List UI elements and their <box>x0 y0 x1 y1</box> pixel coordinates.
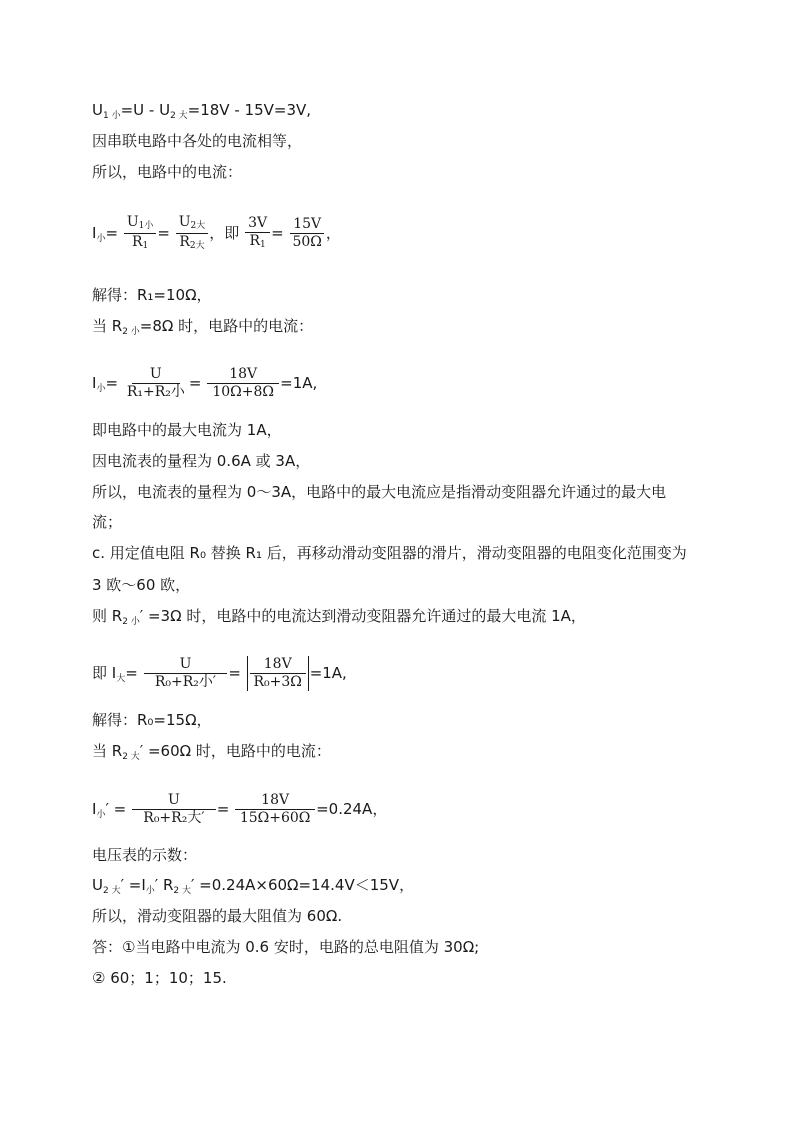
subscript: 2大 <box>189 241 205 251</box>
text: ′ =I <box>120 876 146 894</box>
subscript: 小 <box>96 234 106 244</box>
answer-line: 答：①当电路中电流为 0.6 安时，电路的总电阻值为 30Ω; <box>92 938 480 956</box>
numerator: U <box>178 214 191 230</box>
denominator: R₀+R₂大′ <box>143 810 205 826</box>
text: = <box>216 800 230 818</box>
numerator: 18V <box>235 792 315 810</box>
fraction <box>245 215 270 252</box>
text: I <box>92 374 97 392</box>
equation-current-fraction <box>92 214 341 253</box>
denominator: 15Ω+60Ω <box>239 810 311 826</box>
fraction <box>235 792 315 827</box>
text: I <box>92 800 97 818</box>
answer-line: ② 60；1；10；15. <box>92 969 227 987</box>
text: =U - U <box>120 101 171 119</box>
fraction <box>176 214 209 253</box>
equation-voltmeter <box>92 875 414 898</box>
text: 即 I <box>92 664 117 682</box>
text-line <box>92 316 313 339</box>
text: 当 R <box>92 317 123 335</box>
text: ′ =3Ω 时，电路中的电流达到滑动变阻器允许通过的最大电流 1A， <box>139 607 586 625</box>
numerator: U <box>144 656 228 674</box>
subscript: 小 <box>96 810 106 820</box>
subscript: 2 大 <box>170 111 188 121</box>
subscript: 2 大 <box>122 752 140 762</box>
text: = <box>105 224 119 242</box>
numerator: 3V <box>245 215 270 233</box>
fraction <box>124 366 188 401</box>
text: ′ R <box>154 876 174 894</box>
text-line: 因电流表的量程为 0.6A 或 3A， <box>92 452 311 470</box>
text-line: 所以，电路中的电流： <box>92 163 243 181</box>
text: =1A, <box>280 374 318 392</box>
subscript: 1 小 <box>102 111 121 121</box>
subscript: 1 <box>142 241 149 251</box>
numerator: U <box>132 792 216 810</box>
subscript: 1小 <box>138 221 154 231</box>
fraction <box>144 656 228 691</box>
subscript: 1 <box>259 240 266 250</box>
text-line: 所以，滑动变阻器的最大阻值为 60Ω. <box>92 907 343 925</box>
fraction <box>124 214 157 253</box>
text: ′ =60Ω 时，电路中的电流： <box>139 742 331 760</box>
subscript: 大 <box>116 674 126 684</box>
numerator: 15V <box>290 216 324 234</box>
subscript: 2大 <box>190 221 206 231</box>
subscript: 2 小 <box>122 327 140 337</box>
denominator: R₁+R₂小 <box>126 384 185 400</box>
text-line: 解得：R₁=10Ω， <box>92 286 212 304</box>
denominator: R₀+R₂小′ <box>154 674 217 690</box>
text-line: 3 欧～60 欧， <box>92 576 191 594</box>
denominator: 50Ω <box>292 234 322 250</box>
text: = <box>271 224 284 242</box>
numerator: 18V <box>250 656 306 674</box>
text-line: 解得：R₀=15Ω， <box>92 711 212 729</box>
text: = <box>157 224 170 242</box>
text-line: c. 用定值电阻 R₀ 替换 R₁ 后，再移动滑动变阻器的滑片，滑动变阻器的电阻变化范围变为 <box>92 544 687 562</box>
text-line: 流； <box>92 513 123 531</box>
text: U <box>92 101 103 119</box>
text: ′ =0.24A×60Ω=14.4V＜15V， <box>190 876 415 894</box>
denominator: R <box>179 234 190 250</box>
denominator: R <box>249 233 260 249</box>
text: = <box>125 664 138 682</box>
text-line <box>92 606 586 629</box>
text: = <box>188 374 202 392</box>
equation-current-max <box>92 656 347 691</box>
text-line: 因串联电路中各处的电流相等， <box>92 132 303 150</box>
text: U <box>92 876 103 894</box>
numerator: 18V <box>207 366 279 384</box>
text: = <box>228 664 241 682</box>
denominator: 10Ω+8Ω <box>212 384 275 400</box>
subscript: 2 小 <box>122 617 140 627</box>
fraction <box>207 366 279 401</box>
text: ， <box>325 224 341 242</box>
text: ，即 <box>209 224 240 242</box>
subscript: 2 大 <box>102 886 121 896</box>
subscript: 小 <box>145 886 155 896</box>
text: =1A, <box>309 664 347 682</box>
fraction <box>132 792 216 827</box>
text-line: 即电路中的最大电流为 1A， <box>92 421 282 439</box>
text: ′ = <box>105 800 127 818</box>
numerator: U <box>132 366 180 384</box>
text: =0.24A， <box>316 800 388 818</box>
text-line: 电压表的示数： <box>92 846 198 864</box>
text: I <box>92 224 97 242</box>
equation-current-min <box>92 366 317 401</box>
text: =18V - 15V=3V, <box>187 101 312 119</box>
text: =8Ω 时，电路中的电流： <box>139 317 314 335</box>
text: 则 R <box>92 607 123 625</box>
numerator: U <box>126 214 139 230</box>
text: = <box>105 374 119 392</box>
fraction <box>289 216 324 251</box>
text-line: 所以，电流表的量程为 0～3A，电路中的最大电流应是指滑动变阻器允许通过的最大电 <box>92 483 667 501</box>
equation-u1-min <box>92 100 311 123</box>
subscript: 小 <box>96 384 106 394</box>
fraction <box>247 656 309 691</box>
equation-current-min-prime <box>92 792 387 827</box>
denominator: R₀+3Ω <box>253 674 302 690</box>
text-line <box>92 741 331 764</box>
denominator: R <box>131 234 143 250</box>
subscript: 2 大 <box>173 886 191 896</box>
text: 当 R <box>92 742 123 760</box>
